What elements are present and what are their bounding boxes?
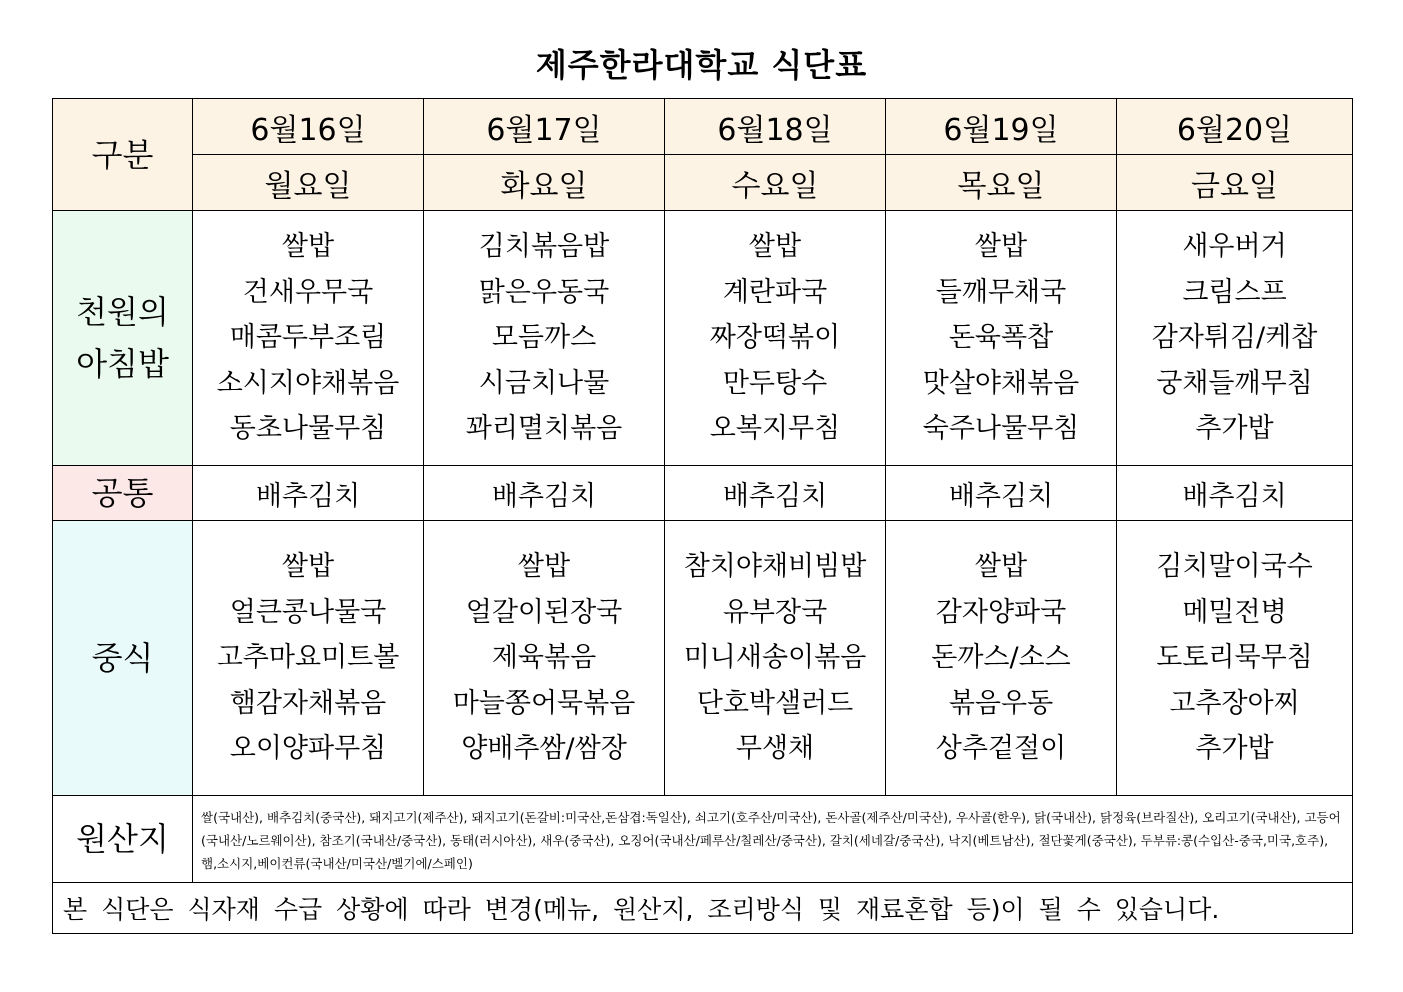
menu-item: 볶음우동	[948, 687, 1054, 719]
menu-item: 쌀밥	[281, 551, 335, 583]
menu-item: 김치볶음밥	[478, 231, 610, 263]
notice-row	[53, 883, 1353, 934]
menu-item: 미니새송이볶음	[683, 642, 867, 674]
breakfast-row	[53, 211, 1353, 466]
breakfast-cell-fri	[1117, 211, 1353, 466]
common-cell-thu: 배추김치	[886, 466, 1117, 521]
menu-item: 동초나물무침	[229, 413, 387, 445]
menu-item: 무생채	[735, 733, 815, 765]
breakfast-cell-thu	[886, 211, 1117, 466]
menu-item: 햄감자채볶음	[229, 687, 387, 719]
breakfast-label	[53, 211, 193, 466]
lunch-cell-wed	[665, 521, 886, 796]
menu-item: 들깨무채국	[935, 276, 1067, 308]
menu-item: 단호박샐러드	[696, 687, 854, 719]
lunch-cell-mon	[193, 521, 424, 796]
menu-item: 추가밥	[1195, 733, 1274, 765]
menu-item: 고추장아찌	[1169, 687, 1300, 719]
menu-item: 감자튀김/케찹	[1151, 322, 1318, 354]
origin-row	[53, 796, 1353, 883]
menu-item: 상추겉절이	[935, 733, 1067, 765]
origin-cell	[193, 796, 1353, 883]
menu-item: 매콤두부조림	[229, 322, 387, 354]
common-cell-tue: 배추김치	[424, 466, 665, 521]
date-cell-fri: 6월20일	[1117, 99, 1353, 155]
menu-item: 크림스프	[1182, 276, 1287, 308]
menu-item: 소시지야채볶음	[216, 367, 400, 399]
menu-item: 쌀밥	[748, 231, 802, 263]
page-title: 제주한라대학교 식단표	[535, 46, 868, 84]
menu-item: 맑은우동국	[478, 276, 610, 308]
menu-item: 마늘쫑어묵볶음	[452, 687, 636, 719]
lunch-row	[53, 521, 1353, 796]
lunch-cell-fri	[1117, 521, 1353, 796]
header-date-row	[53, 99, 1353, 155]
lunch-cell-tue	[424, 521, 665, 796]
origin-text: 쌀(국내산), 배추김치(중국산), 돼지고기(제주산), 돼지고기(돈갈비:미국산,돈삼겹:독일산), 쇠고기(호주산/미국산), 돈사골(제주산/미국산), 우사골(한우), 닭(국내산), 닭정육(브라질산), 오리고기(국내산), 고등어(국내산/노르웨이산), 참조기(국내산/중국산), 동태(러시아산), 새우(중국산), 오징어(국내산/페루산/칠레산/중국산), 갈치(세네갈/중국산), 낙지(베트남산), 절단꽃게(중국산), 두부류:콩(수입산-중국,미국,호주), 햄,소시지,베이컨류(국내산/미국산/벨기에/스페인)	[201, 809, 1341, 871]
lunch-cell-thu	[886, 521, 1117, 796]
weekday-cell-fri: 금요일	[1117, 155, 1353, 211]
menu-item: 궁채들깨무침	[1156, 367, 1313, 399]
menu-item: 계란파국	[722, 276, 828, 308]
common-row	[53, 466, 1353, 521]
date-cell-mon: 6월16일	[193, 99, 424, 155]
menu-item: 메밀전병	[1182, 596, 1287, 628]
menu-item: 감자양파국	[935, 596, 1067, 628]
menu-item: 양배추쌈/쌈장	[461, 733, 627, 765]
date-cell-thu: 6월19일	[886, 99, 1117, 155]
menu-item: 유부장국	[722, 596, 828, 628]
common-cell-fri: 배추김치	[1117, 466, 1353, 521]
menu-item: 쌀밥	[974, 551, 1028, 583]
menu-item: 맛살야채볶음	[922, 367, 1080, 399]
weekday-cell-tue: 화요일	[424, 155, 665, 211]
menu-item: 시금치나물	[478, 367, 610, 399]
menu-item: 얼큰콩나물국	[229, 596, 387, 628]
breakfast-cell-wed	[665, 211, 886, 466]
menu-item: 만두탕수	[722, 367, 828, 399]
menu-item: 돈육폭찹	[948, 322, 1054, 354]
menu-item: 제육볶음	[491, 642, 597, 674]
menu-item: 건새우무국	[242, 276, 374, 308]
common-cell-wed: 배추김치	[665, 466, 886, 521]
breakfast-label-line1: 천원의	[76, 293, 169, 331]
menu-item: 김치말이국수	[1156, 551, 1313, 583]
menu-item: 모듬까스	[491, 322, 597, 354]
common-label: 공통	[53, 466, 193, 521]
menu-item: 숙주나물무침	[922, 413, 1080, 445]
menu-item: 쌀밥	[281, 231, 335, 263]
lunch-label: 중식	[53, 521, 193, 796]
date-cell-tue: 6월17일	[424, 99, 665, 155]
menu-item: 쌀밥	[974, 231, 1028, 263]
date-cell-wed: 6월18일	[665, 99, 886, 155]
origin-label: 원산지	[53, 796, 193, 883]
gubun-label: 구분	[53, 99, 193, 211]
menu-item: 꽈리멸치볶음	[465, 413, 623, 445]
weekday-cell-wed: 수요일	[665, 155, 886, 211]
menu-item: 도토리묵무침	[1156, 642, 1313, 674]
menu-item: 얼갈이된장국	[465, 596, 623, 628]
menu-item: 돈까스/소스	[931, 642, 1071, 674]
notice-text: 본 식단은 식자재 수급 상황에 따라 변경(메뉴, 원산지, 조리방식 및 재료혼합 등)이 될 수 있습니다.	[53, 883, 1353, 934]
menu-item: 오이양파무침	[229, 733, 387, 765]
menu-item: 짜장떡볶이	[709, 322, 841, 354]
breakfast-cell-tue	[424, 211, 665, 466]
header-weekday-row	[53, 155, 1353, 211]
weekday-cell-mon: 월요일	[193, 155, 424, 211]
meal-menu-table	[52, 98, 1353, 934]
common-cell-mon: 배추김치	[193, 466, 424, 521]
menu-item: 고추마요미트볼	[216, 642, 400, 674]
breakfast-cell-mon	[193, 211, 424, 466]
menu-item: 참치야채비빔밥	[683, 551, 867, 583]
breakfast-label-line2: 아침밥	[76, 345, 169, 383]
weekday-cell-thu: 목요일	[886, 155, 1117, 211]
menu-item: 새우버거	[1182, 231, 1287, 263]
menu-item: 오복지무침	[709, 413, 841, 445]
menu-item: 쌀밥	[517, 551, 571, 583]
menu-item: 추가밥	[1195, 413, 1274, 445]
